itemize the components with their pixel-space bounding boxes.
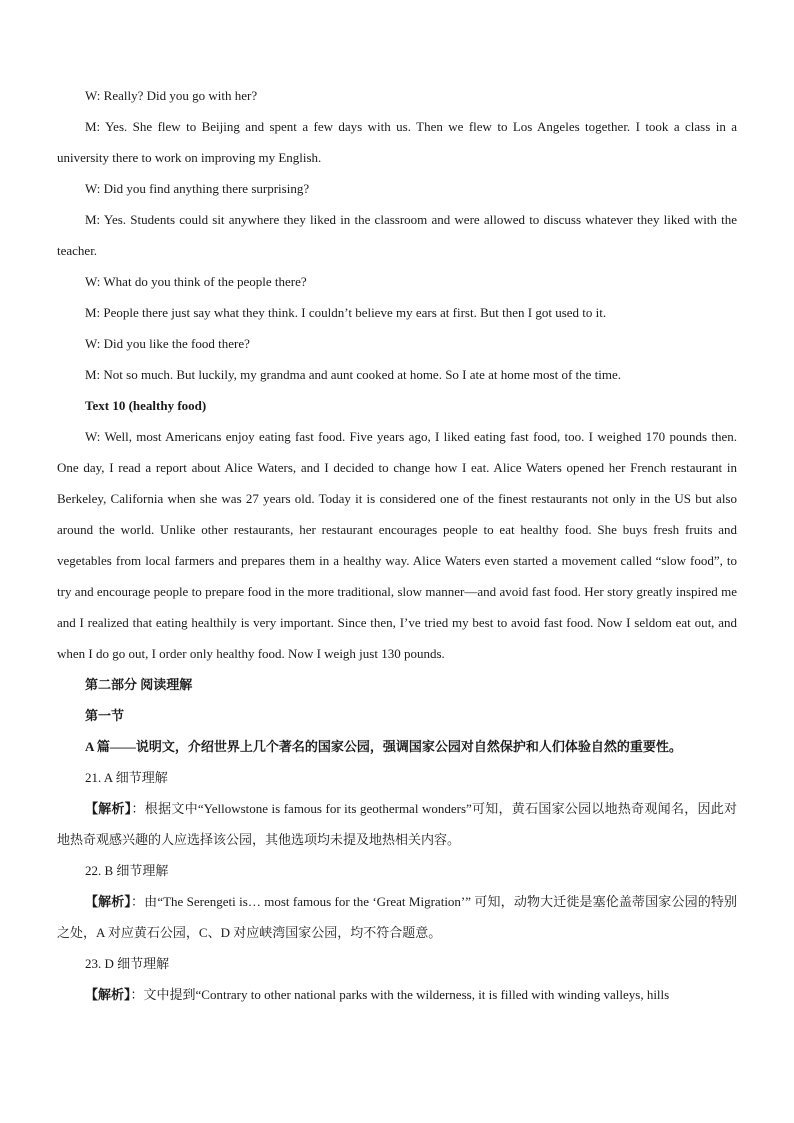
document-content	[57, 80, 737, 1010]
section-heading: 第一节	[85, 708, 125, 723]
question-analysis	[57, 979, 737, 1010]
analysis-tag: 【解析】	[85, 801, 132, 816]
dialogue-line: W: Really? Did you go with her?	[85, 88, 258, 103]
question-analysis	[57, 886, 737, 948]
passage-a-summary: A 篇——说明文，介绍世界上几个著名的国家公园，强调国家公园对自然保护和人们体验自然的重要性。	[85, 739, 682, 754]
part2-heading: 第二部分 阅读理解	[85, 677, 193, 692]
analysis-text: ：文中提到“Contrary to other national parks with the wilderness, it is filled with winding valleys, hills	[130, 987, 670, 1002]
question-label: 23. D 细节理解	[85, 956, 170, 971]
dialogue-line: M: Yes. Students could sit anywhere they liked in the classroom and were allowed to discuss whatever they liked with the teacher.	[57, 212, 737, 258]
analysis-text: ：根据文中“Yellowstone is famous for its geothermal wonders”可知，黄石国家公园以地热奇观闻名，因此对地热奇观感兴趣的人应选择该公园，其他选项均未提及地热相关内容。	[57, 801, 737, 847]
dialogue-line: W: What do you think of the people there?	[85, 274, 307, 289]
text10-body: W: Well, most Americans enjoy eating fast food. Five years ago, I liked eating fast food, too. I weighed 170 pounds then. One day, I read a report about Alice Waters, and I decided to change how I eat. Alice Waters opened her French restaurant in Berkeley, California when she was 27 years old. Today it is considered one of the finest restaurants not only in the US but also around the world. Unlike other restaurants, her restaurant encourages people to eat healthy food. She buys fresh fruits and vegetables from local farmers and prepares them in a healthy way. Alice Waters even started a movement called “slow food”, to try and encourage people to prepare food in the more traditional, slow manner—and avoid fast food. Her story greatly inspired me and I realized that eating healthily is very important. Since then, I’ve tried my best to avoid fast food. Now I seldom eat out, and when I do go out, I order only healthy food. Now I weigh just 130 pounds.	[57, 429, 737, 661]
dialogue-line: M: Not so much. But luckily, my grandma and aunt cooked at home. So I ate at home most of the time.	[85, 367, 622, 382]
dialogue-line: M: Yes. She flew to Beijing and spent a few days with us. Then we flew to Los Angeles together. I took a class in a university there to work on improving my English.	[57, 119, 737, 165]
dialogue-line: W: Did you find anything there surprising?	[85, 181, 310, 196]
question-analysis	[57, 793, 737, 855]
text10-heading: Text 10 (healthy food)	[85, 398, 207, 413]
question-label: 22. B 细节理解	[85, 863, 169, 878]
dialogue-line: W: Did you like the food there?	[85, 336, 250, 351]
dialogue-line: M: People there just say what they think. I couldn’t believe my ears at first. But then I got used to it.	[85, 305, 607, 320]
analysis-tag: 【解析】	[85, 987, 131, 1002]
question-label: 21. A 细节理解	[85, 770, 168, 785]
analysis-tag: 【解析】	[85, 894, 132, 909]
analysis-text: ：由“The Serengeti is… most famous for the ‘Great Migration’” 可知，动物大迁徙是塞伦盖蒂国家公园的特别之处，A 对应黄石公园，C、D 对应峡湾国家公园，均不符合题意。	[57, 894, 737, 940]
